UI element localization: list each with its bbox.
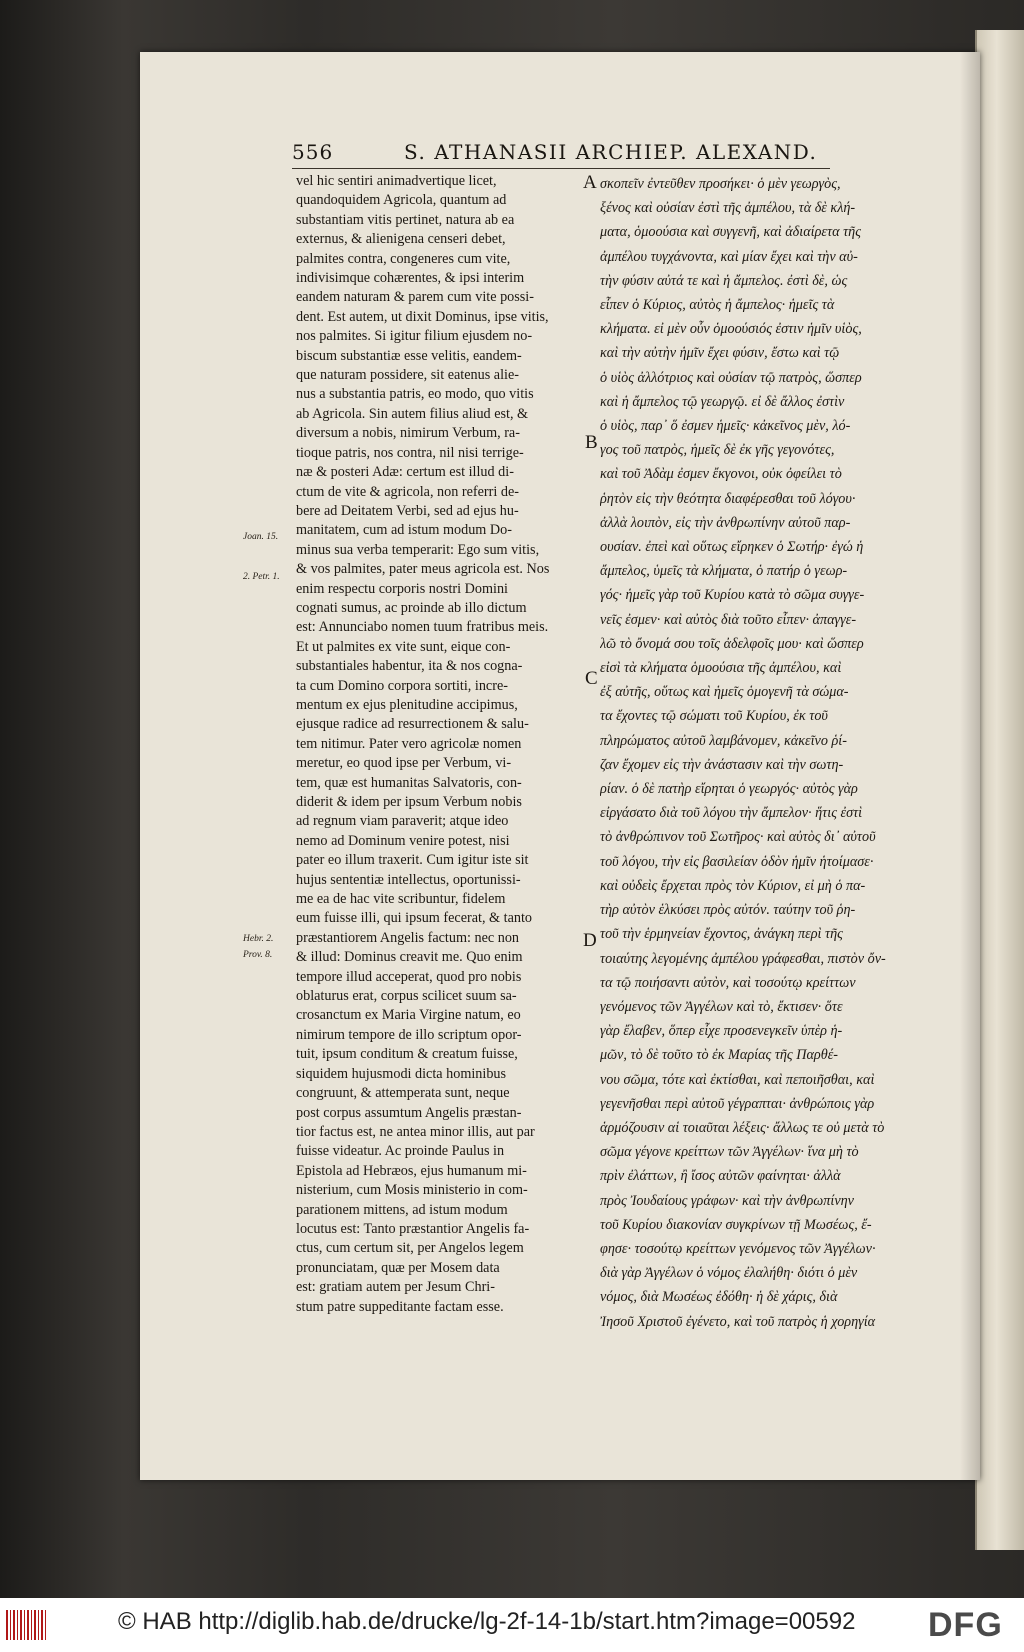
latin-text-line: nus a substantia patris, eo modo, quo vitis	[296, 386, 534, 403]
latin-text-line: externus, & alienigena censeri debet,	[296, 231, 506, 248]
greek-text-line: πρὶν ἐλάττων, ἢ ἴσος αὐτῶν φαίνηται· ἀλλὰ	[600, 1168, 841, 1185]
section-letter-d: D	[583, 930, 597, 951]
latin-column	[296, 172, 586, 1317]
latin-text-line: stum patre suppeditante factam esse.	[296, 1298, 504, 1315]
footer-bar	[0, 1598, 1024, 1652]
latin-text-line: indivisimque cohærentes, & ipsi interim	[296, 270, 525, 287]
latin-text-line: tioque patris, nos contra, nil nisi terrige-	[296, 444, 524, 461]
latin-text-line: diderit & idem per ipsum Verbum nobis	[296, 794, 522, 810]
latin-text-line: ab Agricola. Sin autem filius aliud est, &	[296, 405, 529, 422]
greek-text-line: ἀμπέλου τυγχάνοντα, καὶ μίαν ἔχει καὶ τὴν αὐ-	[600, 248, 858, 265]
latin-text-line: tem nitimur. Pater vero agricolæ nomen	[296, 735, 522, 752]
latin-text-line: biscum substantiæ esse velitis, eandem-	[296, 347, 522, 364]
greek-text-line: ρίαν. ὁ δὲ πατὴρ εἴρηται ὁ γεωργός· αὐτὸς γὰρ	[600, 781, 858, 798]
greek-text-line: σῶμα γέγονε κρείττων τῶν Ἀγγέλων· ἵνα μὴ τὸ	[600, 1144, 859, 1161]
latin-text-line: nisterium, cum Mosis ministerio in com-	[296, 1182, 528, 1199]
latin-text-line: tem, quæ est humanitas Salvatoris, con-	[296, 774, 522, 791]
latin-text-line: næ & posteri Adæ: certum est illud di-	[296, 464, 514, 481]
greek-text-line: νου σῶμα, τότε καὶ ἐκτίσθαι, καὶ πεποιῆσθαι, καὶ	[600, 1071, 875, 1088]
latin-text-line: ejusque radice ad resurrectionem & salu-	[296, 716, 529, 733]
dfg-logo: DFG	[928, 1606, 1003, 1644]
greek-text-line: τα ἔχοντες τῷ σώματι τοῦ Κυρίου, ἐκ τοῦ	[600, 708, 828, 725]
latin-text-line: oblaturus erat, corpus scilicet suum sa-	[296, 988, 517, 1005]
latin-text-line: que naturam possidere, sit eatenus alie-	[296, 367, 519, 384]
greek-text-line: σκοπεῖν ἐντεῦθεν προσήκει· ὁ μὲν γεωργὸς,	[600, 176, 841, 192]
latin-text-line: nos palmites. Si igitur filium ejusdem no-	[296, 328, 533, 345]
latin-text-line: parationem mittens, ad istum modum	[296, 1201, 508, 1218]
section-letter-c: C	[585, 668, 598, 689]
greek-text-line: τοῦ λόγου, τὴν εἰς βασιλείαν ὁδὸν ἡμῖν ἡτοίμασε·	[600, 853, 874, 870]
greek-text-line: νεῖς ἐσμεν· καὶ αὐτὸς διὰ τοῦτο εἶπεν· ἀπαγγε-	[600, 611, 857, 628]
latin-text-line: est: Annunciabo nomen tuum fratribus meis.	[296, 619, 549, 636]
marginal-note-prov: Prov. 8.	[243, 950, 273, 960]
latin-text-line: substantiam vitis pertinet, natura ab ea	[296, 211, 515, 228]
greek-text-line: ζαν ἔχομεν εἰς τὴν ἀνάστασιν καὶ τὴν σωτη-	[600, 756, 844, 773]
greek-text-line: Ἰησοῦ Χριστοῦ ἐγένετο, καὶ τοῦ πατρὸς ἡ χορηγία	[600, 1313, 876, 1330]
greek-text-line: γος τοῦ πατρὸς, ἡμεῖς δὲ ἐκ γῆς γεγονότες,	[600, 442, 835, 459]
greek-text-line: τοῦ Κυρίου διακονίαν συγκρίνων τῇ Μωσέως, ἔ-	[600, 1216, 872, 1233]
marginal-note-petr: 2. Petr. 1.	[243, 572, 280, 582]
credit-link[interactable]: © HAB http://diglib.hab.de/drucke/lg-2f-14-1b/start.htm?image=00592	[118, 1608, 856, 1635]
greek-text-line: πρὸς Ἰουδαίους γράφων· καὶ τὴν ἀνθρωπίνην	[600, 1192, 854, 1209]
greek-text-line: τὴν φύσιν αὐτά τε καὶ ἡ ἄμπελος. ἐστὶ δὲ, ὡς	[600, 272, 848, 289]
greek-text-line: ἁρμόζουσιν αἱ τοιαῦται λέξεις· ἄλλως τε οὐ μετὰ τὸ	[600, 1119, 885, 1136]
latin-text-line: ta cum Domino corpora sortiti, incre-	[296, 677, 508, 694]
barcode-icon	[6, 1610, 46, 1640]
latin-text-line: & vos palmites, pater meus agricola est. Nos	[296, 561, 550, 578]
greek-text-line: ἀλλὰ λοιπὸν, εἰς τὴν ἀνθρωπίνην αὐτοῦ παρ-	[600, 514, 851, 531]
greek-text-line: μῶν, τὸ δὲ τοῦτο τὸ ἐκ Μαρίας τῆς Παρθέ-	[600, 1047, 839, 1064]
greek-text-line: ὁ υἱὸς ἀλλότριος καὶ οὐσίαν τῷ πατρὸς, ὥσπερ	[600, 369, 862, 386]
latin-text-line: bere ad Deitatem Verbi, sed ad ejus hu-	[296, 502, 519, 519]
marginal-note-hebr: Hebr. 2.	[243, 934, 274, 944]
greek-text-line: ουσίαν. ἐπεὶ καὶ οὕτως εἴρηκεν ὁ Σωτήρ· ἐγώ ἡ	[600, 539, 864, 556]
greek-text-line: διὰ γὰρ Ἀγγέλων ὁ νόμος ἐλαλήθη· διότι ὁ μὲν	[600, 1265, 858, 1282]
latin-text-line: est: gratiam autem per Jesum Chri-	[296, 1279, 495, 1296]
latin-text-line: ctus, cum certum sit, per Angelos legem	[296, 1240, 524, 1257]
head-rule	[292, 168, 830, 169]
greek-text-line: καὶ οὐδεὶς ἔρχεται πρὸς τὸν Κύριον, εἰ μὴ ὁ πα-	[600, 877, 866, 894]
latin-text-line: pronunciatam, quæ per Mosem data	[296, 1259, 500, 1276]
greek-text-line: εἰργάσατο διὰ τοῦ λόγου τὴν ἄμπελον· ἥτις ἐστὶ	[600, 805, 863, 822]
marginal-note-joan: Joan. 15.	[243, 532, 279, 542]
book-edge	[975, 30, 1024, 1550]
page-shadow	[960, 52, 980, 1480]
greek-text-line: γεγενῆσθαι περὶ αὐτοῦ γέγραπται· ἀνθρώποις γὰρ	[600, 1095, 875, 1112]
latin-text-line: locutus est: Tanto præstantior Angelis fa-	[296, 1220, 530, 1237]
latin-text-line: minus sua verba temperarit: Ego sum vitis,	[296, 541, 540, 558]
greek-text-line: ἄμπελος, ὑμεῖς τὰ κλήματα, ὁ πατήρ ὁ γεωρ-	[600, 563, 848, 580]
latin-text-line: substantiales habentur, ita & nos cogna-	[296, 658, 523, 675]
latin-text-line: fuisse videatur. Ac proinde Paulus in	[296, 1143, 505, 1160]
greek-text-line: τὸ ἀνθρώπινον τοῦ Σωτῆρος· καὶ αὐτὸς δι᾽ αὐτοῦ	[600, 829, 876, 846]
greek-text-line: ματα, ὁμοούσια καὶ συγγενῆ, καὶ ἀδιαίρετα τῆς	[600, 224, 861, 241]
greek-text-line: φησε· τοσούτῳ κρείττων γενόμενος τῶν Ἀγγέλων·	[600, 1240, 876, 1257]
latin-text-line: tior factus est, ne antea minor illis, aut par	[296, 1123, 535, 1140]
section-letter-a: A	[583, 172, 597, 193]
greek-text-line: εἰσὶ τὰ κλήματα ὁμοούσια τῆς ἀμπέλου, καὶ	[600, 660, 842, 677]
greek-text-line: τοιαύτης λεγομένης ἀμπέλου γράφεσθαι, πιστὸν ὄν-	[600, 950, 886, 967]
latin-text-line: post corpus assumtum Angelis præstan-	[296, 1104, 522, 1121]
greek-text-line: τοῦ τὴν ἑρμηνείαν ἔχοντος, ἀνάγκη περὶ τῆς	[600, 926, 843, 943]
latin-text-line: cognati sumus, ac proinde ab illo dictum	[296, 599, 527, 616]
latin-text-line: Et ut palmites ex vite sunt, eique con-	[296, 638, 511, 655]
greek-text-line: ἐξ αὐτῆς, οὕτως καὶ ἡμεῖς ὁμογενῆ τὰ σώμα-	[600, 684, 849, 701]
greek-text-line: ῥητὸν εἰς τὴν θεότητα διαφέρεσθαι τοῦ λόγου·	[600, 490, 856, 507]
greek-text-line: λῶ τὸ ὄνομά σου τοῖς ἀδελφοῖς μου· καὶ ὥσπερ	[600, 635, 864, 652]
latin-text-line: eum fuisse illi, qui ipsum fecerat, & tanto	[296, 910, 533, 927]
greek-text-line: γὰρ ἔλαβεν, ὅπερ εἶχε προσενεγκεῖν ὑπὲρ ἡ-	[600, 1023, 843, 1040]
latin-text-line: tempore illud acceperat, quod pro nobis	[296, 968, 522, 985]
greek-text-line: καὶ τοῦ Ἀδὰμ ἐσμεν ἔκγονοι, οὐκ ὀφείλει τὸ	[600, 466, 842, 483]
section-letter-b: B	[585, 432, 598, 453]
greek-text-line: κλήματα. εἰ μὲν οὖν ὁμοούσιός ἐστιν ἡμῖν υἱὸς,	[600, 321, 862, 338]
latin-text-line: congruunt, & attemperata sunt, neque	[296, 1085, 510, 1102]
latin-text-line: quandoquidem Agricola, quantum ad	[296, 192, 507, 209]
latin-text-line: ad regnum viam paraverit; atque ideo	[296, 813, 509, 830]
latin-text-line: pater eo illum traxerit. Cum igitur iste sit	[296, 852, 529, 869]
running-head	[292, 140, 832, 168]
latin-text-line: nimirum tempore de illo scriptum opor-	[296, 1026, 522, 1043]
latin-text-line: præstantiorem Angelis factum: nec non	[296, 929, 520, 946]
latin-text-line: enim respectu corporis nostri Domini	[296, 580, 508, 597]
greek-column	[600, 172, 952, 1334]
latin-text-line: siquidem hujusmodi dicta hominibus	[296, 1065, 507, 1082]
latin-text-line: eandem naturam & parem cum vite possi-	[296, 289, 534, 306]
running-title: S. ATHANASII ARCHIEP. ALEXAND.	[404, 140, 818, 164]
latin-text-line: nemo ad Dominum venire potest, nisi	[296, 832, 510, 849]
latin-text-line: tuit, ipsum conditum & creatum fuisse,	[296, 1046, 518, 1063]
latin-text-line: & illud: Dominus creavit me. Quo enim	[296, 949, 523, 966]
latin-text-line: dent. Est autem, ut dixit Dominus, ipse vitis,	[296, 308, 549, 325]
latin-text-line: Epistola ad Hebræos, ejus humanum mi-	[296, 1162, 527, 1179]
latin-text-line: ctum de vite & agricola, non referri de-	[296, 483, 519, 500]
latin-text-line: palmites contra, congeneres cum vite,	[296, 250, 511, 267]
greek-text-line: πληρώματος αὐτοῦ λαμβάνομεν, κἀκεῖνο ῥί-	[600, 732, 847, 749]
latin-text-line: mentum ex ejus plenitudine accipimus,	[296, 696, 518, 713]
greek-text-line: γός· ἡμεῖς γὰρ τοῦ Κυρίου κατὰ τὸ σῶμα συγγε-	[600, 587, 865, 604]
greek-text-line: νόμος, διὰ Μωσέως ἐδόθη· ἡ δὲ χάρις, διὰ	[600, 1289, 838, 1306]
greek-text-line: εἶπεν ὁ Κύριος, αὐτὸς ἡ ἄμπελος· ἡμεῖς τὰ	[600, 297, 835, 314]
greek-text-line: γενόμενος τῶν Ἀγγέλων καὶ τὸ, ἔκτισεν· ὅτε	[600, 998, 843, 1015]
greek-text-line: καὶ ἡ ἄμπελος τῷ γεωργῷ. εἰ δὲ ἄλλος ἐστὶν	[600, 393, 845, 410]
page-number: 556	[292, 140, 334, 164]
greek-text-line: τὴρ αὐτὸν ἑλκύσει πρὸς αὐτόν. ταύτην τοῦ ῥη-	[600, 902, 856, 919]
latin-text-line: crosanctum ex Maria Virgine natum, eo	[296, 1007, 521, 1024]
greek-text-line: καὶ τὴν αὐτὴν ἡμῖν ἔχει φύσιν, ἔστω καὶ τῷ	[600, 345, 840, 362]
latin-text-line: manitatem, cum ad istum modum Do-	[296, 522, 512, 539]
latin-text-line: vel hic sentiri animadvertique licet,	[296, 173, 497, 189]
greek-text-line: ξένος καὶ οὐσίαν ἐστὶ τῆς ἀμπέλου, τὰ δὲ κλή-	[600, 200, 856, 217]
greek-text-line: ὁ υἱὸς, παρ᾽ ὅ ἐσμεν ἡμεῖς· κἀκεῖνος μὲν, λό-	[600, 418, 851, 435]
latin-text-line: me ea de hac vite scribuntur, fidelem	[296, 891, 506, 908]
greek-text-line: τα τῷ ποιήσαντι αὐτὸν, καὶ τοσούτῳ κρείττων	[600, 974, 856, 991]
latin-text-line: hujus sententiæ intellectus, oportunissi-	[296, 871, 521, 888]
latin-text-line: diversum a nobis, nimirum Verbum, ra-	[296, 425, 520, 442]
latin-text-line: meretur, eo quod ipse per Verbum, vi-	[296, 755, 512, 772]
